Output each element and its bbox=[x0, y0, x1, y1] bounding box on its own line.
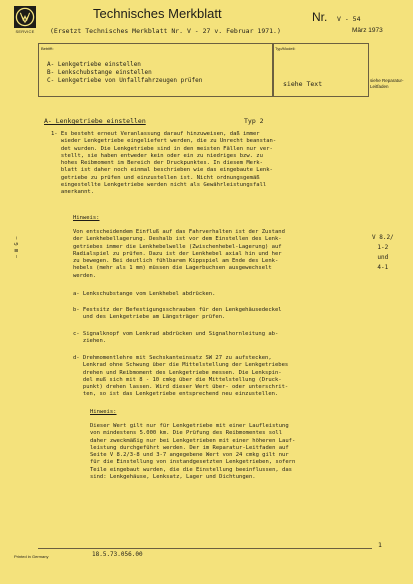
paragraph-hinweis-1: Von entscheidendem Einfluß auf das Fahrverhalten ist der Zustand der Lenkhebellagerung. Deshalb ist vor dem Einstellen des Lenk- getriebes immer die Lenkhebelwelle (Zwischenhebel-Lagerung) auf Radialspiel zu prüfen. Dazu ist der Lenkhebel axial hin und her zu bewegen. Bei deutlich fühlbarem Kippspiel am Ende des Lenk- hebels (mehr als 1 mm) müssen die Lagerbuchsen ausgewechselt werden. bbox=[73, 229, 285, 279]
hinweis-heading-1: Hinweis: bbox=[73, 215, 100, 221]
type-box bbox=[272, 43, 369, 97]
step-a: a- Lenkschubstange vom Lenkhebel abdrücken. bbox=[73, 291, 216, 297]
margin-ref-line-3: und bbox=[377, 254, 389, 261]
section-a-type: Typ 2 bbox=[244, 117, 264, 125]
type-value: siehe Text bbox=[283, 80, 323, 88]
margin-ref-line-4: 4-1 bbox=[377, 264, 389, 271]
page-subtitle: (Ersetzt Technisches Merkblatt Nr. V - 27 v. Februar 1971.) bbox=[50, 27, 281, 35]
step-d: d- Drehmomentlehre mit Sechskanteinsatz SW 27 zu aufstecken, Lenkrad ohne Schwung über die Mittelstellung der Lenkgetriebes drehen und Reibmoment des Lenkgetriebe messen. Die Lenkspin- del muß sich mit 8 - 10 cmkg über die Mittelstellung (Druck- punkt) drehen lassen. Wird dieser Wert über- oder unterschrit- ten, so ist das Lenkgetriebe entsprechend neu einzustellen. bbox=[73, 355, 289, 398]
page-title: Technisches Merkblatt bbox=[93, 6, 222, 21]
margin-ref-line-2: 1-2 bbox=[377, 244, 389, 251]
paragraph-1: 1- Es besteht erneut Veranlassung darauf hinzuweisen, daß immer wieder Lenkgetriebe eingeliefert werden, die zu Unrecht beanstan- det wurden. Die Lenkgetriebe sind in den meisten Fällen nur ver- stellt, sie haben entweder kein oder ein zu niedriges bzw. zu hohes Reibmoment im Bereich der Druckpunktes. In diesem Merk- blatt ist daher noch einmal beschrieben wie das eingebaute Lenk- getriebe zu prüfen und einzustellen ist. Nicht ordnungsgemäß eingestellte Lenkgetriebe werden nicht als Gewährleistungsfall anerkannt. bbox=[51, 131, 277, 196]
step-b: b- Festsitz der Befestigungsschrauben für den Lenkgehäusedeckel und des Lenkgetriebe am Längsträger prüfen. bbox=[73, 307, 282, 321]
section-a-title: A- Lenkgetriebe einstellen bbox=[44, 117, 146, 125]
logo-label: SERVICE bbox=[15, 29, 35, 34]
subject-label: Betrifft: bbox=[41, 46, 54, 51]
page-number: 1 bbox=[378, 541, 382, 549]
side-marker: — Ⅲ G — bbox=[14, 236, 20, 258]
number-value: V - 54 bbox=[337, 15, 361, 23]
hinweis-heading-2: Hinweis: bbox=[90, 409, 117, 415]
footer-rule bbox=[38, 548, 372, 549]
margin-ref-line-1: V 8.2/ bbox=[372, 234, 394, 241]
subject-item-c: C- Lenkgetriebe von Unfallfahrzeugen prüfen bbox=[47, 77, 203, 84]
type-label: Typ/Modell: bbox=[275, 46, 296, 51]
paragraph-hinweis-2: Dieser Wert gilt nur für Lenkgetriebe mit einer Laufleistung von mindestens 5.000 km. Die Prüfung des Reibmomentes soll daher zweckmäßig nur bei Lenkgetrieben mit einer höheren Lauf- leistung durchgeführt werden. Der im Reparatur-Leitfaden auf Seite V 8.2/3-8 und 3-7 angegebene Wert von 24 cmkg gilt nur für die Einstellung von instandgesetzten Lenkgetrieben, sofern Teile eingebaut wurden, die die Einstellung beeinflussen, das sind: Lenkgehäuse, Lenksatz, Lager und Dichtungen. bbox=[90, 423, 296, 481]
vw-logo bbox=[14, 6, 36, 28]
side-note: siehe Reparatur-Leitfaden bbox=[370, 78, 404, 89]
step-c: c- Signalknopf vom Lenkrad abdrücken und Signalhornleitung ab- ziehen. bbox=[73, 331, 279, 345]
subject-item-a: A- Lenkgetriebe einstellen bbox=[47, 61, 141, 68]
document-date: März 1973 bbox=[352, 27, 383, 34]
print-code: 18.5.73.056.00 bbox=[92, 551, 143, 558]
margin-reference bbox=[372, 233, 394, 273]
subject-item-b: B- Lenkschubstange einstellen bbox=[47, 69, 152, 76]
number-label: Nr. bbox=[312, 10, 328, 24]
printed-in-label: Printed in Germany bbox=[14, 554, 49, 559]
